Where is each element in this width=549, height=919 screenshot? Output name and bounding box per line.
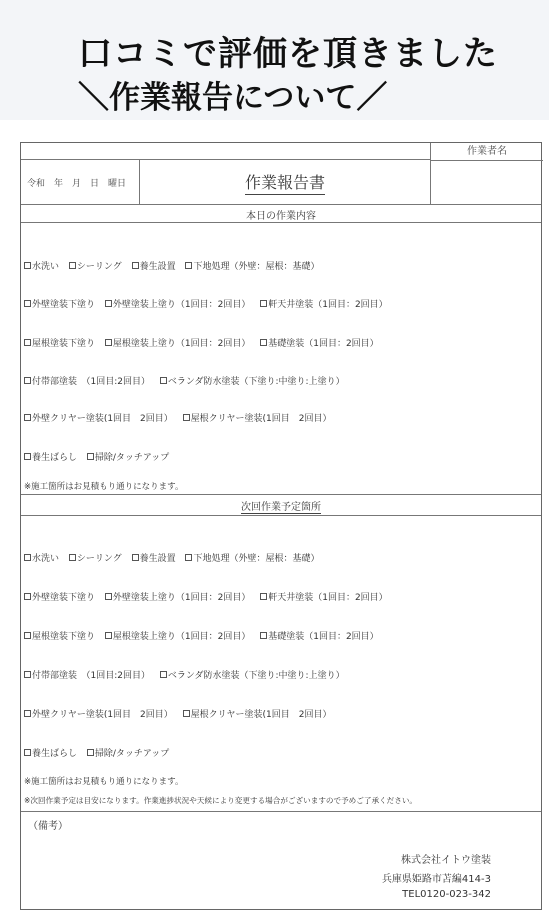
checkbox[interactable] [132, 262, 139, 269]
checkbox[interactable] [183, 710, 190, 717]
checkbox-item[interactable]: 外壁クリヤー塗装(1回目 2回目） [24, 710, 173, 720]
checkbox-item[interactable]: 水洗い [24, 554, 59, 564]
checkbox-item[interactable]: 下地処理（外壁：屋根：基礎） [185, 554, 319, 564]
checkbox-item[interactable]: シーリング [69, 554, 122, 564]
checkbox-item[interactable]: 屋根塗装上塗り（1回目：2回目） [105, 339, 250, 349]
checkbox[interactable] [160, 671, 167, 678]
checkbox-item[interactable]: 外壁塗装上塗り（1回目：2回目） [105, 593, 250, 603]
section-title-today: 本日の作業内容 [246, 211, 316, 222]
checklist-row [24, 297, 395, 310]
checkbox-item[interactable]: 基礎塗装（1回目：2回目） [260, 339, 378, 349]
checklist-row [24, 668, 352, 681]
checkbox-item[interactable]: ベランダ防水塗装（下塗り:中塗り:上塗り） [160, 671, 345, 681]
checkbox-item[interactable]: 軒天井塗装（1回目：2回目） [260, 593, 387, 603]
checkbox-item[interactable]: 外壁塗装下塗り [24, 300, 95, 310]
checkbox-item[interactable]: シーリング [69, 262, 122, 272]
checkbox[interactable] [185, 262, 192, 269]
divider [21, 222, 541, 223]
checkbox[interactable] [105, 339, 112, 346]
checklist-row [24, 746, 176, 759]
checkbox-item[interactable]: 養生ばらし [24, 453, 77, 463]
checkbox-item[interactable]: 軒天井塗装（1回目：2回目） [260, 300, 387, 310]
checkbox[interactable] [24, 262, 31, 269]
checklist-row [24, 374, 352, 387]
checkbox[interactable] [87, 749, 94, 756]
checkbox-item[interactable]: 屋根塗装下塗り [24, 632, 95, 642]
divider [21, 515, 541, 516]
divider [21, 494, 541, 495]
checkbox-item[interactable]: 付帯部塗装 （1回目:2回目） [24, 671, 150, 681]
checkbox[interactable] [105, 593, 112, 600]
company-tel: TEL0120-023-342 [402, 889, 491, 900]
checkbox[interactable] [185, 554, 192, 561]
form-title: 作業報告書 [140, 160, 430, 204]
checkbox-item[interactable]: 養生ばらし [24, 749, 77, 759]
checkbox[interactable] [105, 300, 112, 307]
note-estimate: ※施工箇所はお見積もり通りになります。 [24, 482, 184, 492]
checkbox-item[interactable]: 屋根クリヤー塗装(1回目 2回目） [183, 414, 332, 424]
banner [0, 0, 549, 120]
divider [431, 160, 543, 161]
note-schedule: ※次回作業予定は目安になります。作業進捗状況や天候により変更する場合がございますので予めご了承ください。 [24, 796, 418, 805]
checkbox[interactable] [24, 377, 31, 384]
checkbox[interactable] [87, 453, 94, 460]
divider [21, 204, 541, 205]
checkbox[interactable] [105, 632, 112, 639]
banner-headline: 口コミで評価を頂きました [78, 34, 498, 74]
checkbox[interactable] [24, 632, 31, 639]
checkbox-item[interactable]: 付帯部塗装 （1回目:2回目） [24, 377, 150, 387]
checkbox[interactable] [132, 554, 139, 561]
checklist-row [24, 450, 176, 463]
checkbox[interactable] [69, 554, 76, 561]
checkbox-item[interactable]: 掃除/タッチアップ [87, 453, 169, 463]
checkbox[interactable] [260, 593, 267, 600]
checkbox-item[interactable]: 屋根塗装上塗り（1回目：2回目） [105, 632, 250, 642]
checkbox[interactable] [260, 339, 267, 346]
checklist-row [24, 707, 338, 720]
checkbox-item[interactable]: 下地処理（外壁：屋根：基礎） [185, 262, 319, 272]
checkbox[interactable] [160, 377, 167, 384]
checkbox[interactable] [69, 262, 76, 269]
worker-name-label: 作業者名 [467, 146, 507, 157]
checkbox[interactable] [24, 414, 31, 421]
checkbox-item[interactable]: 養生設置 [132, 554, 176, 564]
checkbox[interactable] [183, 414, 190, 421]
work-report-form [20, 142, 542, 910]
checkbox[interactable] [260, 632, 267, 639]
company-address: 兵庫県姫路市苫編414-3 [381, 874, 491, 885]
banner-subheadline: ＼作業報告について／ [78, 80, 388, 116]
checkbox-item[interactable]: 屋根クリヤー塗装(1回目 2回目） [183, 710, 332, 720]
section-title-next: 次回作業予定箇所 [241, 502, 321, 513]
checklist-row [24, 411, 338, 424]
checklist-row [24, 629, 386, 642]
checkbox-item[interactable]: ベランダ防水塗装（下塗り:中塗り:上塗り） [160, 377, 345, 387]
checkbox[interactable] [24, 710, 31, 717]
checklist-row [24, 336, 386, 349]
company-name: 株式会社イトウ塗装 [401, 855, 491, 866]
checkbox[interactable] [260, 300, 267, 307]
checkbox[interactable] [24, 671, 31, 678]
checkbox[interactable] [24, 339, 31, 346]
checkbox-item[interactable]: 外壁クリヤー塗装(1回目 2回目） [24, 414, 173, 424]
checkbox[interactable] [24, 749, 31, 756]
note-estimate: ※施工箇所はお見積もり通りになります。 [24, 777, 184, 787]
checkbox[interactable] [24, 453, 31, 460]
divider [430, 143, 431, 204]
checkbox-item[interactable]: 外壁塗装下塗り [24, 593, 95, 603]
checkbox-item[interactable]: 屋根塗装下塗り [24, 339, 95, 349]
checkbox-item[interactable]: 水洗い [24, 262, 59, 272]
date-field-label: 令和 年 月 日 曜日 [27, 178, 127, 189]
checkbox-item[interactable]: 掃除/タッチアップ [87, 749, 169, 759]
remarks-label: （備考） [28, 821, 68, 832]
checklist-row [24, 551, 327, 564]
checkbox-item[interactable]: 養生設置 [132, 262, 176, 272]
checklist-row [24, 259, 327, 272]
checkbox-item[interactable]: 基礎塗装（1回目：2回目） [260, 632, 378, 642]
checkbox[interactable] [24, 593, 31, 600]
checklist-row [24, 590, 395, 603]
divider [21, 811, 541, 812]
checkbox-item[interactable]: 外壁塗装上塗り（1回目：2回目） [105, 300, 250, 310]
checkbox[interactable] [24, 300, 31, 307]
checkbox[interactable] [24, 554, 31, 561]
